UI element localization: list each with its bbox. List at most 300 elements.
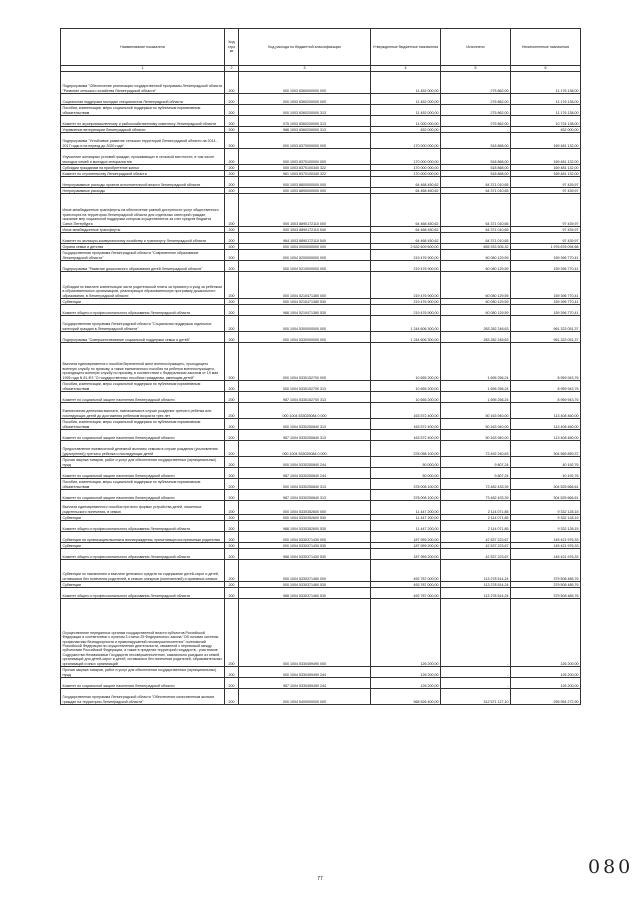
row-name: Пособия, компенсации, меры социальной поддержки по публичным нормативным обязательствам	[61, 105, 225, 116]
row-approved: 11 447 200,00	[371, 521, 441, 532]
row-remaining: 1 976 676 094,68	[511, 244, 581, 250]
row-remaining: 159 396 770,41	[511, 261, 581, 272]
row-line-code: 200	[225, 133, 239, 149]
row-name: Государственная программа Ленинградской области "Современное образование Ленинградской области"	[61, 250, 225, 261]
row-executed: 42 537 223,67	[441, 549, 511, 560]
table-row	[61, 560, 581, 582]
row-approved: 11 452 000,00	[371, 105, 441, 116]
table-row	[61, 105, 581, 116]
row-approved: 378 008 100,00	[371, 479, 441, 490]
row-name: Подпрограмма "Устойчивое развитие сельских территорий Ленинградской области на 2014 - 2017 годы и на период до 2020 года"	[61, 133, 225, 149]
row-kbk: 000 1004 5400000000 000	[239, 689, 371, 705]
table-row	[61, 381, 581, 392]
row-executed: 64 371 010,65	[441, 177, 511, 188]
table-row	[61, 171, 581, 177]
table-row	[61, 165, 581, 171]
row-name: Осуществление переданных органам государственной власти субъектов Российской Федерации в соответствии с пунктом 3 статьи 25 Федерального закона "Об основах системы профилактики безнадзорности и правонарушений несовершеннолетних" полномочий Российской Федерации по осуществлению деятельности, связанной с перевозкой между субъектами Российской Федерации, а также в пределах территорий государств - участников Содружества Независимых Государств несовершеннолетних, самовольно ушедших из семей, организаций для детей-сирот и детей, оставшихся без попечения родителей, образовательных организаций и иных организаций	[61, 599, 225, 667]
column-number: 6	[511, 66, 581, 72]
row-remaining: 379 508 485,76	[511, 582, 581, 588]
row-remaining: 97 439,97	[511, 233, 581, 244]
column-number: 5	[441, 66, 511, 72]
row-approved: 11 447 200,00	[371, 515, 441, 521]
row-name: Пособия, компенсации, меры социальной поддержки по публичным нормативным обязательствам	[61, 479, 225, 490]
row-executed: -	[441, 678, 511, 689]
row-remaining: 8 959 943,76	[511, 392, 581, 403]
row-executed: 518 868,00	[441, 133, 511, 149]
table-row	[61, 116, 581, 127]
row-line-code: 200	[225, 521, 239, 532]
row-executed: 275 862,00	[441, 94, 511, 105]
row-remaining: 40 192,76	[511, 468, 581, 479]
row-approved: 187 959 200,00	[371, 543, 441, 549]
row-kbk: 000 1004 533025084 0 000	[239, 441, 371, 457]
row-remaining: 159 396 770,41	[511, 250, 581, 261]
header-executed: Исполнено	[441, 29, 511, 66]
table-row	[61, 479, 581, 490]
row-approved: 64 468 450,62	[371, 194, 441, 227]
row-kbk: 000 1004 5330352600 530	[239, 515, 371, 521]
row-approved: 378 008 100,00	[371, 490, 441, 501]
row-kbk: 000 1004 5330250840 244	[239, 457, 371, 468]
row-name: Непрограммные расходы органов исполнительной власти Ленинградской области	[61, 177, 225, 188]
column-number: 3	[239, 66, 371, 72]
row-executed: 73 482 433,39	[441, 490, 511, 501]
row-kbk: 000 1004 5330352600 000	[239, 501, 371, 515]
row-approved: 64 468 450,62	[371, 188, 441, 194]
column-number: 2	[225, 66, 239, 72]
row-approved: 219 476 900,00	[371, 299, 441, 305]
row-line-code: 200	[225, 479, 239, 490]
row-line-code: 200	[225, 343, 239, 381]
row-executed: 73 482 433,39	[441, 479, 511, 490]
table-row	[61, 332, 581, 343]
row-line-code: 200	[225, 667, 239, 678]
row-approved: 568 526 400,00	[371, 689, 441, 705]
row-line-code: 200	[225, 188, 239, 194]
header-remaining: Неисполненные назначения	[511, 29, 581, 66]
row-remaining: 169 481 132,00	[511, 149, 581, 165]
row-kbk: 981 1003 8370100340 322	[239, 171, 371, 177]
table-row	[61, 250, 581, 261]
row-kbk: 000 1004 5330371460 000	[239, 560, 371, 582]
row-executed: 60 080 129,59	[441, 272, 511, 299]
row-kbk: 000 1004 5330250840 313	[239, 419, 371, 430]
row-remaining: 97 439,97	[511, 194, 581, 227]
row-name: Субвенции на организацию выплаты вознаграждения, причитающегося приемным родителям	[61, 532, 225, 543]
row-remaining: 304 525 666,61	[511, 479, 581, 490]
row-approved: 50 000,00	[371, 457, 441, 468]
row-name: Субвенции	[61, 543, 225, 549]
row-line-code: 200	[225, 149, 239, 165]
row-executed: -	[441, 599, 511, 667]
row-line-code: 200	[225, 392, 239, 403]
row-executed: 42 537 223,67	[441, 543, 511, 549]
row-approved: 163 572 400,00	[371, 430, 441, 441]
table-row	[61, 441, 581, 457]
row-approved: 170 000 000,00	[371, 133, 441, 149]
row-kbk: 000 1004 5300000000 000	[239, 316, 371, 332]
row-remaining: 9 332 128,15	[511, 521, 581, 532]
row-name: Государственная программа Ленинградской области "Социальная поддержка отдельных категорий граждан в Ленинградской области"	[61, 316, 225, 332]
row-line-code: 200	[225, 171, 239, 177]
header-name: Наименование показателя	[61, 29, 225, 66]
row-executed: 73 492 240,63	[441, 441, 511, 457]
row-executed: 655 933 505,32	[441, 244, 511, 250]
row-remaining: 159 396 770,41	[511, 299, 581, 305]
row-kbk: 000 1003 8890172110 540	[239, 227, 371, 233]
row-kbk: 000 1003 8370000000 000	[239, 133, 371, 149]
archive-stamp: 080	[588, 856, 634, 878]
row-remaining: 8 959 943,76	[511, 381, 581, 392]
row-kbk: 000 1004 5330250840 313	[239, 479, 371, 490]
table-row	[61, 305, 581, 316]
row-executed: 64 371 010,65	[441, 194, 511, 227]
row-executed: 9 807,24	[441, 457, 511, 468]
row-remaining: 255 954 272,90	[511, 689, 581, 705]
row-remaining: 304 525 666,61	[511, 490, 581, 501]
row-executed: 2 114 071,85	[441, 521, 511, 532]
row-approved: 492 787 000,00	[371, 588, 441, 599]
row-line-code: 200	[225, 532, 239, 543]
row-executed: 64 371 010,65	[441, 233, 511, 244]
row-kbk: 988 1004 5210471380 530	[239, 305, 371, 316]
row-approved: 452 000,00	[371, 127, 441, 133]
row-name: Комитет по строительству Ленинградской области	[61, 171, 225, 177]
row-executed: -	[441, 667, 511, 678]
row-name: Подпрограмма "Обеспечение реализации государственной программы Ленинградской области "Развитие сельского хозяйства Ленинградской области"	[61, 72, 225, 94]
row-remaining: 145 421 976,33	[511, 532, 581, 543]
row-approved: 10 655 200,00	[371, 343, 441, 381]
row-line-code: 200	[225, 227, 239, 233]
row-executed: 42 537 223,67	[441, 532, 511, 543]
budget-table	[60, 28, 581, 705]
row-approved: 170 000 000,00	[371, 165, 441, 171]
row-line-code: 200	[225, 419, 239, 430]
row-line-code: 200	[225, 441, 239, 457]
table-row	[61, 521, 581, 532]
row-kbk: 987 1004 5330459490 244	[239, 678, 371, 689]
row-kbk: 986 1003 8360200000 313	[239, 127, 371, 133]
row-approved: 1 244 606 300,00	[371, 316, 441, 332]
row-remaining: 961 323 051,37	[511, 316, 581, 332]
row-line-code: 200	[225, 244, 239, 250]
row-approved: 64 468 450,62	[371, 227, 441, 233]
row-executed: 2 114 071,85	[441, 515, 511, 521]
row-name: Комитет по социальной защите населения Ленинградской области	[61, 678, 225, 689]
row-line-code: 200	[225, 457, 239, 468]
row-executed: 60 080 129,59	[441, 305, 511, 316]
row-executed: 64 371 010,65	[441, 227, 511, 233]
row-kbk: 000 1004 533025084 0 000	[239, 403, 371, 419]
row-approved: 11 447 200,00	[371, 501, 441, 515]
row-kbk: 000 1004 5330152700 000	[239, 343, 371, 381]
row-executed: 113 278 514,24	[441, 582, 511, 588]
table-row	[61, 532, 581, 543]
row-executed: 283 282 248,63	[441, 332, 511, 343]
row-remaining: 11 176 138,00	[511, 105, 581, 116]
row-approved: 187 959 200,00	[371, 549, 441, 560]
row-executed: 518 868,00	[441, 165, 511, 171]
row-approved: 11 000 000,00	[371, 116, 441, 127]
table-row	[61, 316, 581, 332]
row-line-code: 200	[225, 381, 239, 392]
table-row	[61, 430, 581, 441]
header-approved: Утвержденные бюджетные назначения	[371, 29, 441, 66]
table-row	[61, 149, 581, 165]
row-remaining: 379 508 485,76	[511, 560, 581, 582]
row-name: Комитет по социальной защите населения Ленинградской области	[61, 468, 225, 479]
row-line-code: 200	[225, 599, 239, 667]
row-name: Иные межбюджетные трансферты на обеспечение равной доступности услуг общественного транспорта на территории Ленинградской области для отдельных категорий граждан, оказание мер социальной поддержки которым осуществляется за счет средств бюджета Санкт-Петербурга	[61, 194, 225, 227]
row-remaining: 113 408 460,00	[511, 430, 581, 441]
row-name: Подпрограмма "Развитие дошкольного образования детей Ленинградской области"	[61, 261, 225, 272]
row-remaining: 169 481 132,00	[511, 165, 581, 171]
row-line-code: 200	[225, 430, 239, 441]
row-line-code: 200	[225, 689, 239, 705]
table-row	[61, 457, 581, 468]
row-name: Комитет общего и профессионального образования Ленинградской области	[61, 305, 225, 316]
row-name: Субвенции	[61, 515, 225, 521]
row-kbk: 000 1004 5330152700 313	[239, 381, 371, 392]
row-line-code: 200	[225, 299, 239, 305]
header-line-code: Код стро ки	[225, 29, 239, 66]
row-executed: 312 571 127,10	[441, 689, 511, 705]
table-row	[61, 678, 581, 689]
table-row	[61, 94, 581, 105]
row-kbk: 984 1003 8890172110 540	[239, 233, 371, 244]
row-approved: 219 476 900,00	[371, 305, 441, 316]
row-kbk: 000 1004 5330371460 530	[239, 582, 371, 588]
row-line-code: 200	[225, 177, 239, 188]
row-kbk: 000 1004 5210471380 000	[239, 272, 371, 299]
table-row	[61, 392, 581, 403]
row-approved: 219 476 900,00	[371, 250, 441, 261]
row-kbk: 075 1003 8360200000 313	[239, 116, 371, 127]
row-name: Прочая закупка товаров, работ и услуг для обеспечения государственных (муниципальных) нужд	[61, 667, 225, 678]
row-name: Прочая закупка товаров, работ и услуг для обеспечения государственных (муниципальных) нужд	[61, 457, 225, 468]
row-executed: 1 695 256,24	[441, 392, 511, 403]
row-approved: 10 655 200,00	[371, 392, 441, 403]
row-name: Субвенции	[61, 582, 225, 588]
row-executed: 518 868,00	[441, 149, 511, 165]
header-row	[61, 29, 581, 66]
row-approved: 64 468 450,62	[371, 177, 441, 188]
row-approved: 378 058 100,00	[371, 441, 441, 457]
table-row	[61, 133, 581, 149]
row-approved: 1 244 606 300,00	[371, 332, 441, 343]
row-remaining: 169 481 132,00	[511, 171, 581, 177]
row-executed: 275 862,00	[441, 72, 511, 94]
row-executed: 50 163 940,00	[441, 419, 511, 430]
row-remaining: 169 481 132,00	[511, 133, 581, 149]
row-remaining: 113 408 460,00	[511, 419, 581, 430]
row-line-code: 200	[225, 549, 239, 560]
row-line-code: 200	[225, 165, 239, 171]
row-line-code: 200	[225, 105, 239, 116]
row-line-code: 200	[225, 72, 239, 94]
row-name: Иные межбюджетные трансферты	[61, 227, 225, 233]
table-row	[61, 588, 581, 599]
table-row	[61, 667, 581, 678]
row-remaining: 97 439,97	[511, 177, 581, 188]
row-kbk: 988 1004 5330352600 530	[239, 521, 371, 532]
row-kbk: 000 1004 5210000000 000	[239, 261, 371, 272]
row-name: Улучшение жилищных условий граждан, проживающих в сельской местности, в том числе молодых семей и молодых специалистов	[61, 149, 225, 165]
row-name: Комитет по социальной защите населения Ленинградской области	[61, 392, 225, 403]
row-kbk: 000 1004 5330000000 000	[239, 332, 371, 343]
row-remaining: 113 408 460,00	[511, 403, 581, 419]
row-line-code: 200	[225, 560, 239, 582]
row-line-code: 200	[225, 403, 239, 419]
row-approved: 187 959 200,00	[371, 532, 441, 543]
row-remaining: 11 176 138,00	[511, 94, 581, 105]
table-row	[61, 233, 581, 244]
row-approved: 126 200,00	[371, 599, 441, 667]
row-line-code: 200	[225, 468, 239, 479]
row-approved: 126 200,00	[371, 678, 441, 689]
row-remaining: 10 724 138,00	[511, 116, 581, 127]
table-row	[61, 194, 581, 227]
row-line-code: 200	[225, 332, 239, 343]
row-name: Пособия, компенсации, меры социальной поддержки по публичным нормативным обязательствам	[61, 419, 225, 430]
row-remaining: 97 439,97	[511, 188, 581, 194]
row-remaining: 9 332 128,15	[511, 501, 581, 515]
row-remaining: 40 192,76	[511, 457, 581, 468]
row-approved: 11 452 000,00	[371, 94, 441, 105]
row-kbk: 988 1004 5330371460 530	[239, 588, 371, 599]
row-line-code: 200	[225, 305, 239, 316]
table-row	[61, 689, 581, 705]
table-row	[61, 261, 581, 272]
row-executed: 60 080 129,59	[441, 261, 511, 272]
row-executed: 50 163 940,00	[441, 430, 511, 441]
row-kbk: 000 1003 8360200000 313	[239, 105, 371, 116]
row-executed: 9 807,24	[441, 468, 511, 479]
row-executed: 64 371 010,65	[441, 188, 511, 194]
table-row	[61, 403, 581, 419]
row-kbk: 987 1004 5330250840 244	[239, 468, 371, 479]
row-kbk: 000 1004 5330459490 000	[239, 599, 371, 667]
row-kbk: 000 1004 0000000000 000	[239, 244, 371, 250]
row-name: Комитет общего и профессионального образования Ленинградской области	[61, 521, 225, 532]
row-line-code: 200	[225, 678, 239, 689]
row-executed: 283 282 248,63	[441, 316, 511, 332]
row-approved: 219 476 900,00	[371, 272, 441, 299]
row-kbk: 000 1003 8360200000 000	[239, 94, 371, 105]
row-line-code: 200	[225, 543, 239, 549]
header-kbk: Код расхода по бюджетной классификации	[239, 29, 371, 66]
row-approved: 170 000 000,00	[371, 171, 441, 177]
row-name: Управление ветеринарии Ленинградской области	[61, 127, 225, 133]
row-line-code: 200	[225, 316, 239, 332]
row-kbk: 000 1003 8800000000 000	[239, 177, 371, 188]
row-name: Комитет общего и профессионального образования Ленинградской области	[61, 588, 225, 599]
row-remaining: 145 421 976,33	[511, 549, 581, 560]
row-approved: 492 787 000,00	[371, 582, 441, 588]
row-executed: -	[441, 127, 511, 133]
row-name: Выплата единовременного пособия беременной жене военнослужащего, проходящего военную службу по призыву, а также ежемесячного пособия на ребенка военнослужащего, проходящего военную службу по призыву, в соответствии с Федеральным законом от 19 мая 1995 года N 81-ФЗ "О государственных пособиях гражданам, имеющим детей"	[61, 343, 225, 381]
row-line-code: 200	[225, 490, 239, 501]
row-approved: 50 000,00	[371, 468, 441, 479]
row-kbk: 000 1004 5330371430 000	[239, 532, 371, 543]
page-number: 77	[317, 876, 323, 882]
row-remaining: 9 332 128,15	[511, 515, 581, 521]
row-kbk: 987 1004 5330250840 313	[239, 430, 371, 441]
row-approved: 163 572 400,00	[371, 419, 441, 430]
row-name: Непрограммные расходы	[61, 188, 225, 194]
row-line-code: 200	[225, 233, 239, 244]
table-row	[61, 177, 581, 188]
row-approved: 492 787 000,00	[371, 560, 441, 582]
row-remaining: 452 000,00	[511, 127, 581, 133]
row-executed: 50 163 940,00	[441, 403, 511, 419]
row-remaining: 304 565 859,37	[511, 441, 581, 457]
row-remaining: 11 176 138,00	[511, 72, 581, 94]
row-executed: 518 868,00	[441, 171, 511, 177]
row-name: Субсидии по выплате компенсации части родительской платы за присмотр и уход за ребенком в образовательных организациях, реализующих образовательную программу дошкольного образования, в Ленинградской области	[61, 272, 225, 299]
row-remaining: 379 508 485,76	[511, 588, 581, 599]
table-row	[61, 419, 581, 430]
row-line-code: 200	[225, 501, 239, 515]
row-kbk: 000 1003 8370100340 322	[239, 165, 371, 171]
row-name: Комитет по социальной защите населения Ленинградской области	[61, 490, 225, 501]
row-approved: 219 476 900,00	[371, 261, 441, 272]
table-body	[61, 72, 581, 705]
row-remaining: 145 421 976,33	[511, 543, 581, 549]
row-approved: 2 632 609 600,00	[371, 244, 441, 250]
row-approved: 170 000 000,00	[371, 149, 441, 165]
row-kbk: 000 1003 8360000000 000	[239, 72, 371, 94]
row-name: Ежемесячная денежная выплата, назначаемая в случае рождения третьего ребенка или последующих детей до достижения ребенком возраста трех лет	[61, 403, 225, 419]
row-kbk: 000 1003 8890000000 000	[239, 188, 371, 194]
row-line-code: 200	[225, 94, 239, 105]
row-line-code: 200	[225, 515, 239, 521]
table-row	[61, 501, 581, 515]
row-kbk: 000 1004 5330371430 530	[239, 543, 371, 549]
table-row	[61, 490, 581, 501]
row-approved: 64 468 450,62	[371, 233, 441, 244]
row-approved: 11 452 000,00	[371, 72, 441, 94]
row-approved: 163 572 400,00	[371, 403, 441, 419]
row-name: Субвенции	[61, 299, 225, 305]
row-executed: 275 862,00	[441, 105, 511, 116]
row-name: Пособия, компенсации, меры социальной поддержки по публичным нормативным обязательствам	[61, 381, 225, 392]
row-executed: 275 862,00	[441, 116, 511, 127]
row-line-code: 200	[225, 194, 239, 227]
row-name: Комитет по жилищно-коммунальному хозяйству и транспорту Ленинградской области	[61, 233, 225, 244]
column-number: 1	[61, 66, 225, 72]
row-name: Социальная поддержка молодых специалистов Ленинградской области	[61, 94, 225, 105]
report-sheet	[60, 28, 580, 705]
row-line-code: 200	[225, 127, 239, 133]
row-approved: 126 200,00	[371, 667, 441, 678]
row-name: Подпрограмма "Совершенствование социальной поддержки семьи и детей"	[61, 332, 225, 343]
row-executed: 113 278 514,24	[441, 588, 511, 599]
row-remaining: 126 200,00	[511, 599, 581, 667]
row-kbk: 000 1003 8370100000 000	[239, 149, 371, 165]
row-remaining: 159 396 770,41	[511, 305, 581, 316]
row-line-code: 200	[225, 116, 239, 127]
row-executed: 1 695 256,24	[441, 381, 511, 392]
row-kbk: 000 1003 8890172110 000	[239, 194, 371, 227]
row-line-code: 200	[225, 582, 239, 588]
row-remaining: 159 396 770,41	[511, 272, 581, 299]
row-remaining: 126 200,00	[511, 678, 581, 689]
table-row	[61, 272, 581, 299]
column-number: 4	[371, 66, 441, 72]
row-remaining: 8 959 943,76	[511, 343, 581, 381]
row-approved: 10 655 200,00	[371, 381, 441, 392]
